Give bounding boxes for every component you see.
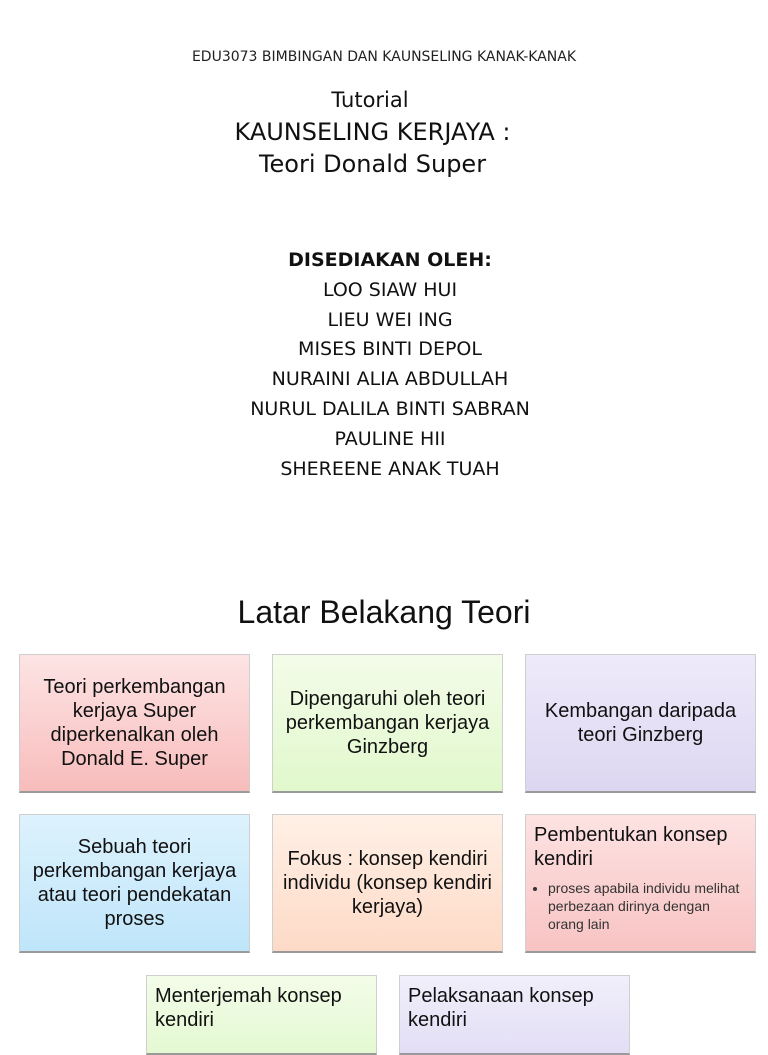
main-title [0, 116, 745, 180]
author-name: LOO SIAW HUI [322, 278, 458, 301]
info-box-text: Dipengaruhi oleh teori perkembangan kerjaya Ginzberg [285, 688, 490, 758]
info-box-ginzberg-extension [525, 654, 756, 793]
info-box-self-concept-focus [272, 814, 503, 953]
prepared-by-block [0, 246, 768, 484]
info-box-text: Teori perkembangan kerjaya Super diperkenalkan oleh Donald E. Super [43, 676, 226, 770]
info-box-text: Fokus : konsep kendiri individu (konsep kendiri kerjaya) [283, 848, 493, 918]
info-box-bullet: • proses apabila individu melihat perbezaan dirinya dengan orang lain [548, 879, 747, 933]
info-box-implement-self-concept [399, 975, 630, 1055]
info-box-title: Pelaksanaan konsep kendiri [408, 985, 594, 1031]
info-box-title: Menterjemah konsep kendiri [155, 985, 342, 1031]
section-title: Latar Belakang Teori [237, 594, 531, 630]
author-name: MISES BINTI DEPOL [298, 338, 482, 361]
course-code-title: EDU3073 BIMBINGAN DAN KAUNSELING KANAK-KANAK [191, 49, 577, 65]
author-name: NURAINI ALIA ABDULLAH [271, 368, 509, 391]
info-box-ginzberg-influence [272, 654, 503, 793]
info-box-super-theory [19, 654, 250, 793]
main-title-line1: KAUNSELING KERJAYA : [234, 118, 511, 146]
prepared-by-heading: DISEDIAKAN OLEH: [288, 249, 492, 271]
author-name: SHEREENE ANAK TUAH [280, 457, 500, 480]
main-title-line2: Teori Donald Super [258, 150, 487, 178]
info-box-translate-self-concept [146, 975, 377, 1055]
info-box-bullets [534, 879, 747, 933]
info-box-process-theory [19, 814, 250, 953]
info-box-text: Sebuah teori perkembangan kerjaya atau teori pendekatan proses [32, 836, 237, 930]
tutorial-label: Tutorial [331, 88, 409, 112]
info-box-self-concept-formation [525, 814, 756, 953]
info-box-title: Pembentukan konsep kendiri [534, 824, 728, 870]
author-name: PAULINE HII [334, 427, 446, 450]
info-box-text: Kembangan daripada teori Ginzberg [544, 700, 737, 746]
author-name: NURUL DALILA BINTI SABRAN [250, 397, 530, 420]
author-name: LIEU WEI ING [327, 308, 453, 331]
